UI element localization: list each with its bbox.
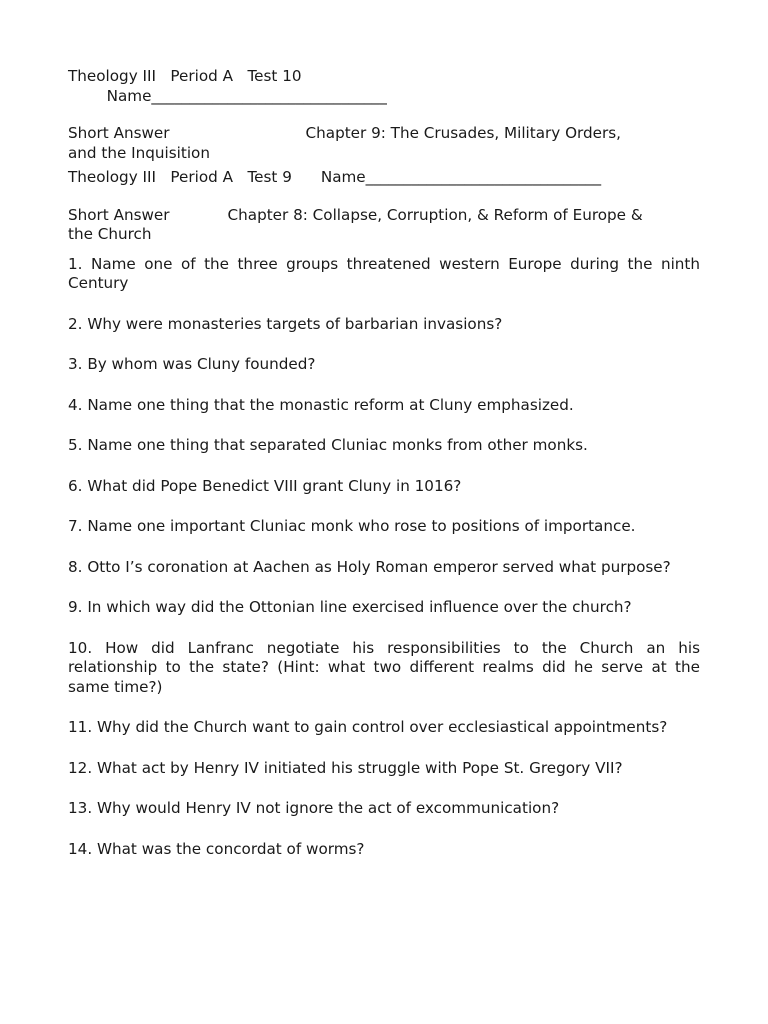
question-2: 2. Why were monasteries targets of barbarian invasions? — [68, 314, 503, 333]
question-6: 6. What did Pope Benedict VIII grant Cluny in 1016? — [68, 476, 462, 495]
question-3: 3. By whom was Cluny founded? — [68, 355, 316, 373]
question-1: 1. Name one of the three groups threatened western Europe during the ninth Century — [68, 254, 700, 292]
test9-chapter-cont: the Church — [68, 225, 152, 243]
question-11: 11. Why did the Church want to gain control over ecclesiastical appointments? — [68, 718, 668, 736]
test9-title: Theology III Period A Test 9 Name_______________________________ — [68, 168, 602, 186]
question-14: 14. What was the concordat of worms? — [68, 839, 365, 858]
question-8: 8. Otto I’s coronation at Aachen as Holy Roman emperor served what purpose? — [68, 557, 671, 576]
question-4: 4. Name one thing that the monastic reform at Cluny emphasized. — [68, 395, 574, 414]
test10-title: Theology III Period A Test 10 — [68, 67, 302, 85]
test10-header — [68, 67, 700, 163]
question-list — [68, 255, 700, 860]
question-10: 10. How did Lanfranc negotiate his responsibilities to the Church an his relationship to the state? (Hint: what two different realms did he serve at the same time?) — [68, 638, 700, 696]
question-12: 12. What act by Henry IV initiated his struggle with Pope St. Gregory VII? — [68, 758, 623, 777]
test9-section-line — [68, 206, 700, 226]
question-9: 9. In which way did the Ottonian line exercised influence over the church? — [68, 598, 632, 616]
test10-chapter: Chapter 9: The Crusades, Military Orders, — [305, 124, 621, 142]
test9-header — [68, 168, 700, 245]
test10-section-line — [68, 124, 700, 144]
test-document — [68, 67, 700, 859]
question-13: 13. Why would Henry IV not ignore the act of excommunication? — [68, 799, 560, 817]
test9-short-answer: Short Answer — [68, 205, 170, 224]
test10-chapter-cont: and the Inquisition — [68, 143, 210, 162]
test9-chapter: Chapter 8: Collapse, Corruption, & Reform of Europe & — [227, 205, 643, 224]
question-5: 5. Name one thing that separated Cluniac monks from other monks. — [68, 436, 588, 454]
test10-name-line: Name_______________________________ — [68, 86, 387, 105]
question-7: 7. Name one important Cluniac monk who rose to positions of importance. — [68, 517, 636, 535]
test10-short-answer: Short Answer — [68, 124, 170, 142]
